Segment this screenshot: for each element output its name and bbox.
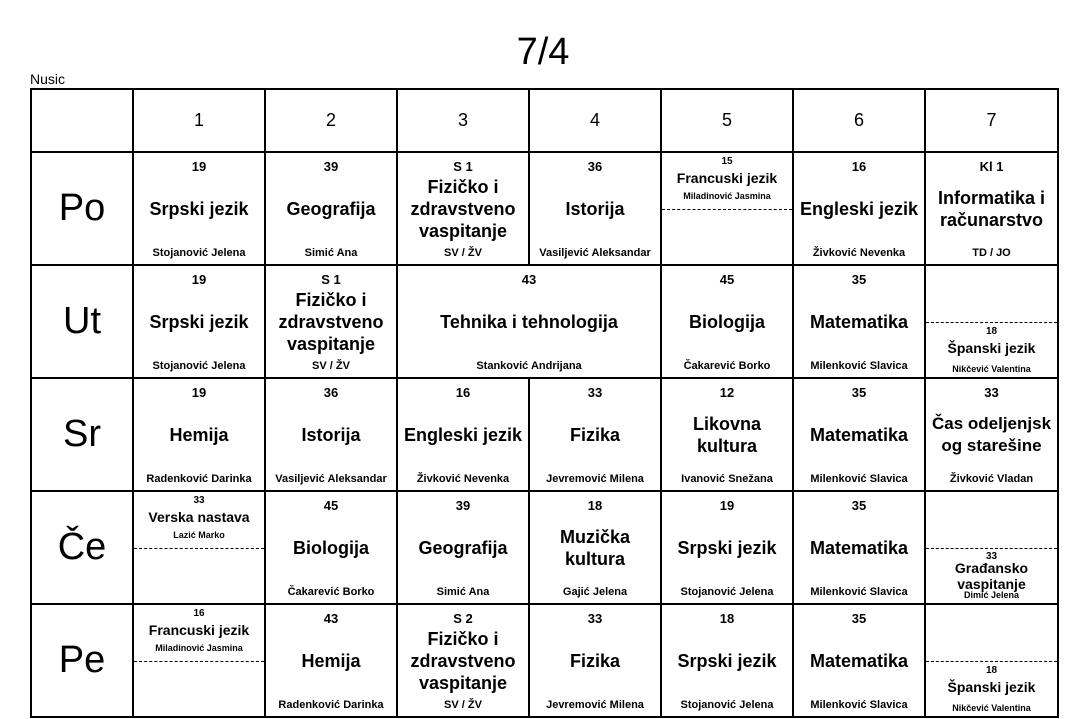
subject: Istorija bbox=[565, 198, 625, 219]
teacher: Živković Vladan bbox=[949, 473, 1034, 485]
room: 16 bbox=[851, 159, 867, 174]
day-label: Če bbox=[31, 491, 133, 604]
lesson-cell bbox=[793, 265, 925, 378]
room: 15 bbox=[721, 156, 733, 167]
header-row bbox=[31, 89, 1058, 152]
lesson-bottom-half bbox=[926, 661, 1057, 716]
room: 33 bbox=[587, 611, 603, 626]
teacher: Stojanović Jelena bbox=[680, 699, 774, 711]
lesson-top-half bbox=[662, 153, 792, 210]
room: 43 bbox=[323, 611, 339, 626]
room: 12 bbox=[719, 385, 735, 400]
lesson-cell bbox=[397, 491, 529, 604]
subject: Čas odeljenjskog starešine bbox=[931, 413, 1052, 455]
room: 16 bbox=[455, 385, 471, 400]
room: 16 bbox=[193, 608, 205, 619]
room: S 1 bbox=[453, 159, 473, 174]
teacher: Radenković Darinka bbox=[278, 699, 384, 711]
teacher: Nikčević Valentina bbox=[952, 703, 1031, 713]
split-lesson-cell bbox=[925, 491, 1058, 604]
subject: Biologija bbox=[689, 311, 765, 332]
room: 19 bbox=[719, 498, 735, 513]
lesson-cell bbox=[925, 152, 1058, 265]
subject: Španski jezik bbox=[947, 679, 1036, 695]
lesson-cell-double bbox=[397, 265, 661, 378]
lesson-top-half bbox=[926, 605, 1057, 662]
subject: Srpski jezik bbox=[149, 311, 249, 332]
room: 36 bbox=[587, 159, 603, 174]
teacher: Milenković Slavica bbox=[810, 586, 908, 598]
split-lesson-cell bbox=[661, 152, 793, 265]
subject: Fizičko i zdravstveno vaspitanje bbox=[410, 628, 516, 693]
teacher: Jevremović Milena bbox=[546, 473, 644, 485]
teacher: TD / JO bbox=[972, 247, 1011, 259]
period-header: 1 bbox=[133, 89, 265, 152]
subject: Francuski jezik bbox=[676, 170, 778, 186]
room: 18 bbox=[985, 326, 998, 337]
lesson-cell bbox=[661, 491, 793, 604]
teacher: Miladinović Jasmina bbox=[155, 643, 243, 653]
teacher: Jevremović Milena bbox=[546, 699, 644, 711]
room: 35 bbox=[851, 385, 867, 400]
lesson-cell bbox=[529, 604, 661, 717]
subject: Matematika bbox=[809, 650, 909, 671]
room: 33 bbox=[193, 495, 205, 506]
teacher: Radenković Darinka bbox=[146, 473, 252, 485]
lesson-cell bbox=[133, 152, 265, 265]
lesson-cell bbox=[397, 604, 529, 717]
room: 19 bbox=[191, 385, 207, 400]
teacher: Stanković Andrijana bbox=[476, 360, 582, 372]
subject: Informatika i računarstvo bbox=[937, 187, 1046, 230]
lesson-cell bbox=[133, 265, 265, 378]
page-title: 7/4 bbox=[516, 31, 570, 73]
lesson-cell bbox=[133, 378, 265, 491]
subject: Francuski jezik bbox=[148, 622, 250, 638]
period-header: 4 bbox=[529, 89, 661, 152]
room: 18 bbox=[719, 611, 735, 626]
teacher: Vasiljević Aleksandar bbox=[539, 247, 651, 259]
subject: Likovna kultura bbox=[692, 413, 762, 456]
subject: Fizičko i zdravstveno vaspitanje bbox=[278, 289, 384, 354]
teacher: SV / ŽV bbox=[444, 247, 482, 259]
school-name: Nusic bbox=[30, 71, 66, 87]
teacher: Stojanović Jelena bbox=[680, 586, 774, 598]
room: 18 bbox=[587, 498, 603, 513]
split-lesson-cell bbox=[925, 265, 1058, 378]
lesson-bottom-half bbox=[662, 209, 792, 264]
room: Kl 1 bbox=[979, 159, 1004, 174]
teacher: Simić Ana bbox=[304, 247, 358, 259]
room: S 2 bbox=[453, 611, 473, 626]
lesson-cell bbox=[529, 491, 661, 604]
room: 19 bbox=[191, 159, 207, 174]
lesson-cell bbox=[265, 378, 397, 491]
lesson-bottom-half bbox=[926, 548, 1057, 603]
subject: Hemija bbox=[169, 424, 229, 445]
teacher: Živković Nevenka bbox=[416, 473, 510, 485]
teacher: Ivanović Snežana bbox=[681, 473, 773, 485]
lesson-cell bbox=[529, 378, 661, 491]
room: 45 bbox=[719, 272, 735, 287]
corner-cell bbox=[31, 89, 133, 152]
teacher: Milenković Slavica bbox=[810, 699, 908, 711]
lesson-cell bbox=[265, 491, 397, 604]
subject: Fizičko i zdravstveno vaspitanje bbox=[410, 176, 516, 241]
room: 45 bbox=[323, 498, 339, 513]
room: 39 bbox=[455, 498, 471, 513]
teacher: Stojanović Jelena bbox=[152, 360, 246, 372]
subject: Građansko vaspitanje bbox=[954, 560, 1029, 592]
subject: Fizika bbox=[569, 424, 621, 445]
day-label: Sr bbox=[31, 378, 133, 491]
teacher: Milenković Slavica bbox=[810, 360, 908, 372]
subject: Engleski jezik bbox=[403, 424, 523, 445]
lesson-cell bbox=[925, 378, 1058, 491]
room: 35 bbox=[851, 272, 867, 287]
room: 39 bbox=[323, 159, 339, 174]
subject: Srpski jezik bbox=[149, 198, 249, 219]
subject: Matematika bbox=[809, 537, 909, 558]
subject: Srpski jezik bbox=[677, 537, 777, 558]
split-lesson-cell bbox=[133, 491, 265, 604]
day-row-ce bbox=[31, 491, 1058, 604]
room: 18 bbox=[985, 665, 998, 676]
day-row-sr bbox=[31, 378, 1058, 491]
split-lesson-cell bbox=[133, 604, 265, 717]
lesson-top-half bbox=[134, 492, 264, 549]
room: 36 bbox=[323, 385, 339, 400]
teacher: Stojanović Jelena bbox=[152, 247, 246, 259]
subject: Muzička kultura bbox=[559, 526, 631, 569]
teacher: Vasiljević Aleksandar bbox=[275, 473, 387, 485]
subject: Biologija bbox=[293, 537, 369, 558]
subject: Verska nastava bbox=[148, 509, 250, 525]
subject: Tehnika i tehnologija bbox=[440, 311, 618, 332]
period-header: 7 bbox=[925, 89, 1058, 152]
lesson-cell bbox=[265, 265, 397, 378]
lesson-cell bbox=[265, 604, 397, 717]
room: 19 bbox=[191, 272, 207, 287]
lesson-cell bbox=[265, 152, 397, 265]
lesson-cell bbox=[661, 604, 793, 717]
subject: Geografija bbox=[418, 537, 508, 558]
lesson-cell bbox=[661, 265, 793, 378]
day-row-po bbox=[31, 152, 1058, 265]
subject: Fizika bbox=[569, 650, 621, 671]
day-label: Pe bbox=[31, 604, 133, 717]
subject: Španski jezik bbox=[947, 340, 1036, 356]
lesson-top-half bbox=[926, 492, 1057, 549]
day-label: Ut bbox=[31, 265, 133, 378]
lesson-cell bbox=[793, 152, 925, 265]
lesson-cell bbox=[529, 152, 661, 265]
subject: Srpski jezik bbox=[677, 650, 777, 671]
subject: Engleski jezik bbox=[799, 198, 919, 219]
lesson-cell bbox=[793, 491, 925, 604]
lesson-top-half bbox=[134, 605, 264, 662]
room: 43 bbox=[521, 272, 537, 287]
room: 33 bbox=[587, 385, 603, 400]
room: 35 bbox=[851, 611, 867, 626]
teacher: Dimić Jelena bbox=[963, 590, 1020, 600]
lesson-bottom-half bbox=[926, 322, 1057, 377]
subject: Hemija bbox=[301, 650, 361, 671]
teacher: Živković Nevenka bbox=[812, 247, 906, 259]
lesson-cell bbox=[793, 378, 925, 491]
period-header: 5 bbox=[661, 89, 793, 152]
lesson-cell bbox=[793, 604, 925, 717]
split-lesson-cell bbox=[925, 604, 1058, 717]
teacher: Simić Ana bbox=[436, 586, 490, 598]
room: S 1 bbox=[321, 272, 341, 287]
day-row-pe bbox=[31, 604, 1058, 717]
lesson-cell bbox=[661, 378, 793, 491]
room: 35 bbox=[851, 498, 867, 513]
teacher: SV / ŽV bbox=[312, 360, 350, 372]
subject: Geografija bbox=[286, 198, 376, 219]
teacher: Čakarević Borko bbox=[683, 360, 771, 372]
teacher: Milenković Slavica bbox=[810, 473, 908, 485]
lesson-top-half bbox=[926, 266, 1057, 323]
lesson-cell bbox=[397, 152, 529, 265]
teacher: SV / ŽV bbox=[444, 699, 482, 711]
teacher: Lazić Marko bbox=[173, 530, 225, 540]
subject: Matematika bbox=[809, 424, 909, 445]
period-header: 2 bbox=[265, 89, 397, 152]
lesson-bottom-half bbox=[134, 661, 264, 716]
lesson-cell bbox=[397, 378, 529, 491]
subject: Matematika bbox=[809, 311, 909, 332]
lesson-bottom-half bbox=[134, 548, 264, 603]
room: 33 bbox=[985, 551, 998, 562]
teacher: Gajić Jelena bbox=[562, 586, 628, 598]
subject: Istorija bbox=[301, 424, 361, 445]
room: 33 bbox=[984, 385, 999, 400]
day-row-ut bbox=[31, 265, 1058, 378]
teacher: Nikčević Valentina bbox=[952, 364, 1031, 374]
teacher: Čakarević Borko bbox=[287, 586, 375, 598]
day-label: Po bbox=[31, 152, 133, 265]
period-header: 6 bbox=[793, 89, 925, 152]
teacher: Miladinović Jasmina bbox=[683, 191, 771, 201]
timetable bbox=[30, 88, 1059, 718]
period-header: 3 bbox=[397, 89, 529, 152]
